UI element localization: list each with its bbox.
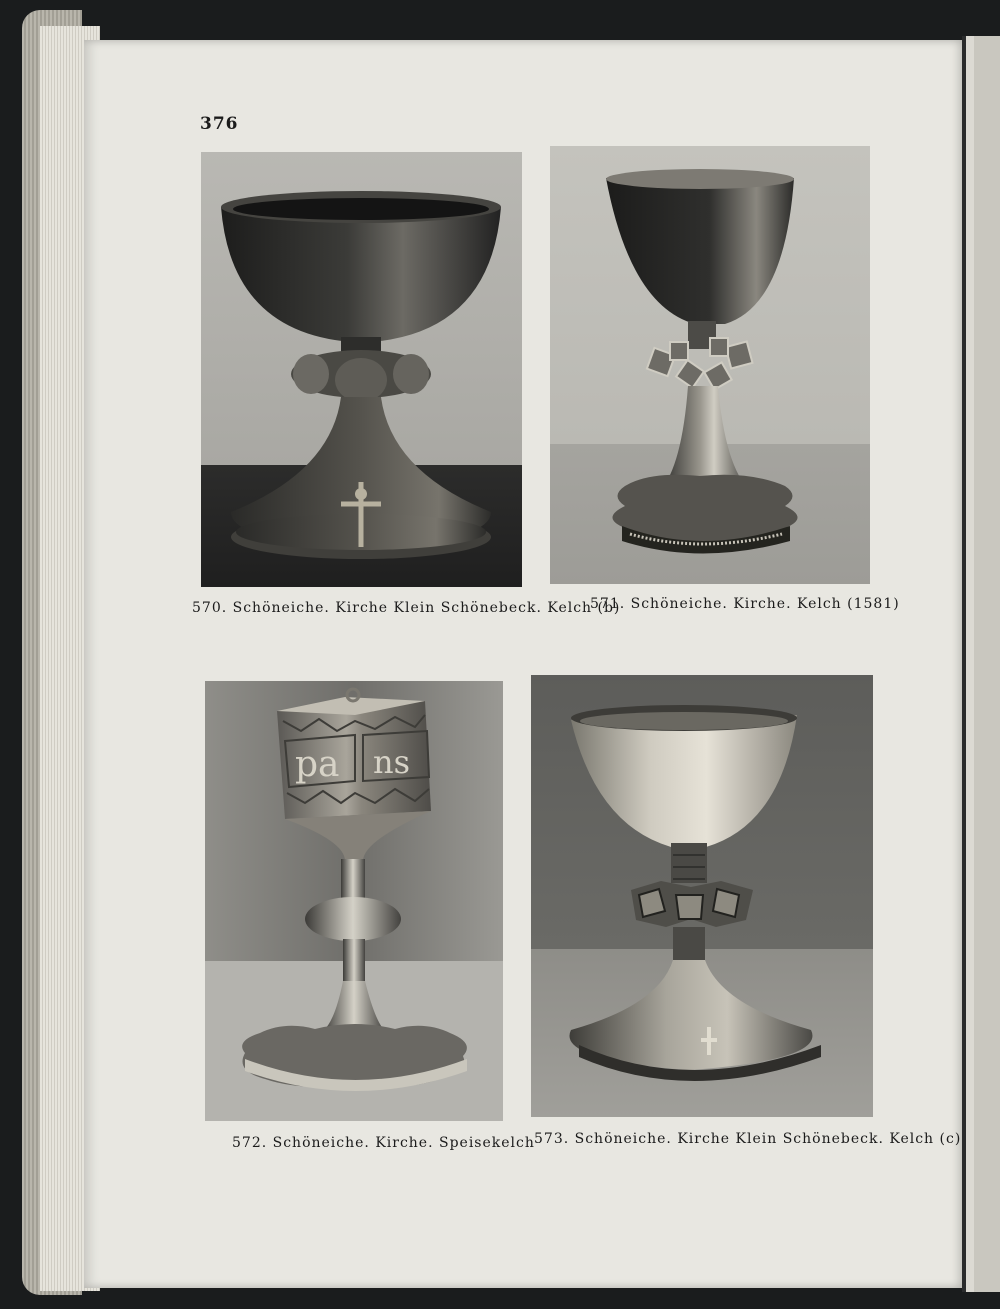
caption-573: 573. Schöneiche. Kirche Klein Schönebeck. Kelch (c): [534, 1131, 962, 1147]
facing-page-edge: [962, 36, 1000, 1292]
photo-573-chalice: [531, 675, 873, 1117]
page-number: 376: [200, 114, 239, 134]
svg-text:pa: pa: [295, 744, 340, 785]
caption-570: 570. Schöneiche. Kirche Klein Schönebeck. Kelch (b): [192, 600, 621, 616]
caption-572: 572. Schöneiche. Kirche. Speisekelch: [232, 1135, 535, 1151]
caption-571: 571. Schöneiche. Kirche. Kelch (1581): [590, 596, 900, 612]
photo-572-ciborium: [205, 681, 503, 1121]
photo-571-chalice: [550, 146, 870, 584]
svg-text:ns: ns: [373, 743, 411, 781]
photo-570-chalice: [201, 152, 522, 587]
